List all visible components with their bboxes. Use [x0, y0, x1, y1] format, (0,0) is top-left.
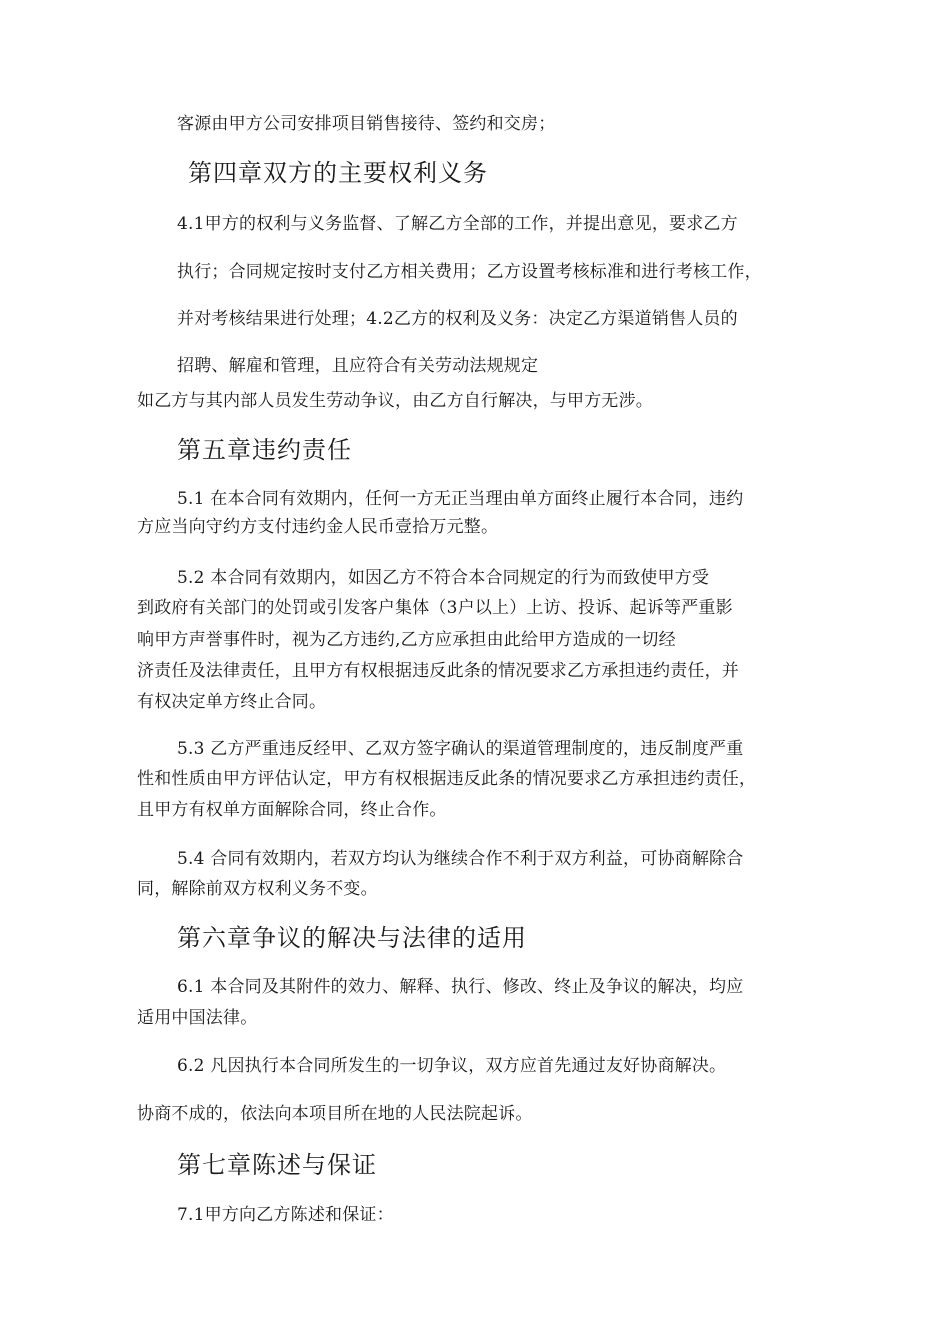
ch4-line-4: 招聘、解雇和管理，且应符合有关劳动法规规定 [177, 356, 539, 376]
ch4-line-5: 如乙方与其内部人员发生劳动争议，由乙方自行解决，与甲方无涉。 [137, 391, 653, 411]
ch5-p3-line-1: 5.3 乙方严重违反经甲、乙双方签字确认的渠道管理制度的，违反制度严重 [177, 739, 744, 759]
ch6-p1-line-1: 6.1 本合同及其附件的效力、解释、执行、修改、终止及争议的解决，均应 [177, 977, 744, 997]
ch5-p4-line-2: 同，解除前双方权利义务不变。 [137, 879, 378, 899]
ch4-line-3: 并对考核结果进行处理；4.2乙方的权利及义务：决定乙方渠道销售人员的 [177, 309, 738, 329]
ch6-p2-line-1: 6.2 凡因执行本合同所发生的一切争议，双方应首先通过友好协商解决。 [177, 1056, 727, 1076]
chapter-6-title: 第六章争议的解决与法律的适用 [177, 924, 527, 952]
ch5-p1-line-1: 5.1 在本合同有效期内，任何一方无正当理由单方面终止履行本合同，违约 [177, 489, 744, 509]
chapter-4-title: 第四章双方的主要权利义务 [188, 159, 488, 187]
intro-line: 客源由甲方公司安排项目销售接待、签约和交房； [177, 114, 556, 134]
chapter-7-title: 第七章陈述与保证 [177, 1151, 377, 1179]
ch5-p3-line-2: 性和性质由甲方评估认定，甲方有权根据违反此条的情况要求乙方承担违约责任， [137, 769, 757, 789]
chapter-5-title: 第五章违约责任 [177, 436, 352, 464]
ch4-line-2: 执行；合同规定按时支付乙方相关费用；乙方设置考核标准和进行考核工作， [177, 262, 762, 282]
ch5-p3-line-3: 且甲方有权单方面解除合同，终止合作。 [137, 800, 447, 820]
ch5-p2-line-5: 有权决定单方终止合同。 [137, 692, 327, 712]
ch4-line-1: 4.1甲方的权利与义务监督、了解乙方全部的工作，并提出意见，要求乙方 [177, 214, 738, 234]
ch6-p2-line-2: 协商不成的，依法向本项目所在地的人民法院起诉。 [137, 1104, 533, 1124]
ch5-p2-line-2: 到政府有关部门的处罚或引发客户集体（3户以上）上访、投诉、起诉等严重影 [137, 598, 733, 618]
ch5-p2-line-3: 响甲方声誉事件时，视为乙方违约,乙方应承担由此给甲方造成的一切经 [137, 630, 676, 650]
ch5-p2-line-1: 5.2 本合同有效期内，如因乙方不符合本合同规定的行为而致使甲方受 [177, 568, 710, 588]
ch5-p4-line-1: 5.4 合同有效期内，若双方均认为继续合作不利于双方利益，可协商解除合 [177, 849, 744, 869]
ch7-p1-line-1: 7.1甲方向乙方陈述和保证： [177, 1205, 394, 1225]
ch5-p1-line-2: 方应当向守约方支付违约金人民币壹拾万元整。 [137, 517, 499, 537]
ch6-p1-line-2: 适用中国法律。 [137, 1008, 258, 1028]
ch5-p2-line-4: 济责任及法律责任，且甲方有权根据违反此条的情况要求乙方承担违约责任，并 [137, 661, 739, 681]
